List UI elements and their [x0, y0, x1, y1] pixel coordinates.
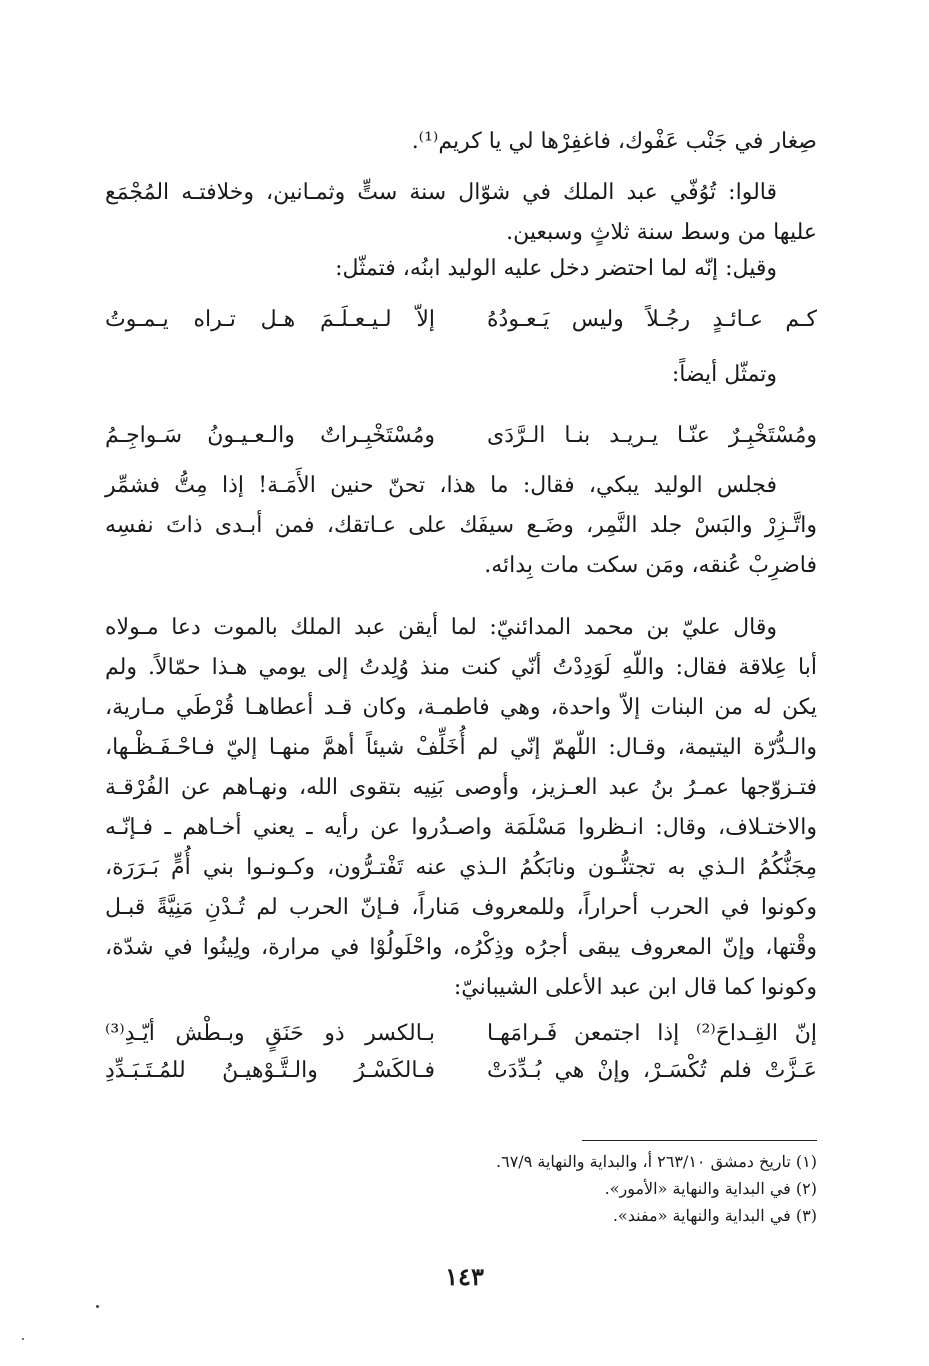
text-line: وقيل: إنّه لما احتضر دخل عليه الوليد ابنُه، فتمثّل:	[335, 256, 777, 281]
text-line: قالوا: تُوُفّي عبد الملك في شوّال سنة ستٍّ وثمـانين، وخلافتـه المُجْمَع	[105, 180, 777, 205]
verse-second-hemistich: فـالكَسْـرُ والـتَّـوْهيـنُ للمُـتَـبَـدِّدِ	[105, 1058, 435, 1083]
text-line: والاختـلاف، وقال: انـظروا مَسْلَمَة واصـدُروا عن رأيه ـ يعني أخـاهم ـ فـإنّـه	[105, 815, 817, 840]
footnote-2: (٢) في البداية والنهاية «الأمور».	[604, 1179, 817, 1198]
verse-second-hemistich: ومُسْتَخْبِـراتٌ والـعـيـونُ سَـواجِـمُ	[105, 423, 435, 448]
paragraph-walid	[105, 466, 817, 586]
text-line: وقْتها، وإنّ المعروف يبقى أجرُه وذِكْرُه، واحْلَولُوْا في مرارة، ولِينُوا في شدّة،	[105, 935, 817, 960]
text-line: صِغار في جَنْب عَفْوك، فاغفِرْها لي يا كريم⁽¹⁾.	[411, 129, 817, 154]
verse-first-hemistich: كـم عـائـدٍ رجُـلاً وليس يَـعـودُهُ	[487, 307, 817, 332]
text-line: والـدُّرّة اليتيمة، وقـال: اللّهمّ إنّي لم أُخَلِّفْ شيئاً أهمَّ منهـا إليّ فـاحْـفَـظْـها،	[105, 735, 817, 760]
text-line: واتَّـزِرْ والبَسْ جلد النَّمِر، وضَـع سيفَك على عـاتقك، فمن أبـدى ذاتَ نفسِه	[105, 513, 817, 538]
page-number: ١٤٣	[445, 1262, 484, 1291]
verse-four	[105, 1051, 817, 1091]
footnotes	[300, 1148, 817, 1229]
verse-second-hemistich: بـالكسر ذو حَنَقٍ وبـطْش أيّـدِ⁽³⁾	[105, 1021, 435, 1046]
opening-lines	[105, 122, 817, 162]
text-line: يكن له من البنات إلاّ واحدة، وهي فاطمـة، وكان قـد أعطاهـا قُرْطَي مـارية،	[105, 695, 817, 720]
text-line: وتمثّل أيضاً:	[671, 362, 777, 387]
scan-speck	[96, 1305, 99, 1308]
verse-three	[105, 1014, 817, 1054]
footnote-1: (١) تاريخ دمشق ٢٦٣/١٠ أ، والبداية والنهاية ٦٧/٩.	[496, 1152, 817, 1171]
verse-second-hemistich: إلاّ لـيـعـلَـمَ هـل تـراه يـمـوتُ	[105, 307, 435, 332]
footnote-3: (٣) في البداية والنهاية «مفند».	[612, 1206, 817, 1225]
death-paragraph	[105, 173, 817, 289]
paragraph-madaini	[105, 608, 817, 1008]
also-line	[105, 355, 817, 395]
verse-first-hemistich: عَـزَّتْ فلم تُكْسَـرْ، وإنْ هي بُـدِّدَتْ	[487, 1058, 817, 1083]
text-line: مِجَنُّكُمُ الـذي به تجتنُّـون ونابَكُمُ الـذي عنه تَفْتـرُّون، وكـونـوا بني أُمٍّ بَـرَرَة،	[105, 855, 817, 880]
text-line: فاضرِبْ عُنقه، ومَن سكت مات بِدائه.	[484, 553, 817, 578]
verse-two	[105, 416, 817, 456]
footnote-divider	[582, 1140, 817, 1141]
verse-one	[105, 300, 817, 340]
text-line: فجلس الوليد يبكي، فقال: ما هذا، تحنّ حنين الأَمَـة! إذا مِتُّ فشمِّر	[105, 473, 777, 498]
verse-first-hemistich: إنّ القِـداحَ⁽²⁾ إذا اجتمعن فَـرامَهـا	[487, 1021, 817, 1046]
text-line: عليها من وسط سنة ثلاثٍ وسبعين.	[506, 220, 817, 245]
text-line: وقال عليّ بن محمد المدائنيّ: لما أيقن عبد الملك بالموت دعا مـولاه	[105, 615, 777, 640]
scan-speck	[22, 1338, 24, 1340]
text-line: وكونوا في الحرب أحراراً، وللمعروف مَناراً، فـإنّ الحرب لم تُـدْنِ مَنِيَّةً قبـل	[105, 895, 817, 920]
text-line: وكونوا كما قال ابن عبد الأعلى الشيبانيّ:	[453, 975, 817, 1000]
text-line: أبا عِلاقة فقال: واللّهِ لَوَدِدْتُ أنّي كنت منذ وُلِدتُ إلى يومي هـذا حمّالاً. ولم	[105, 655, 817, 680]
verse-first-hemistich: ومُسْتَخْبِـرٌ عنّـا يـريـد بنـا الـرَّدَى	[487, 423, 817, 448]
text-line: فتـزوّجها عمـرُ بنُ عبد العـزيز، وأوصى بَنِيه بتقوى الله، ونهـاهم عن الفُرْقـة	[105, 775, 817, 800]
